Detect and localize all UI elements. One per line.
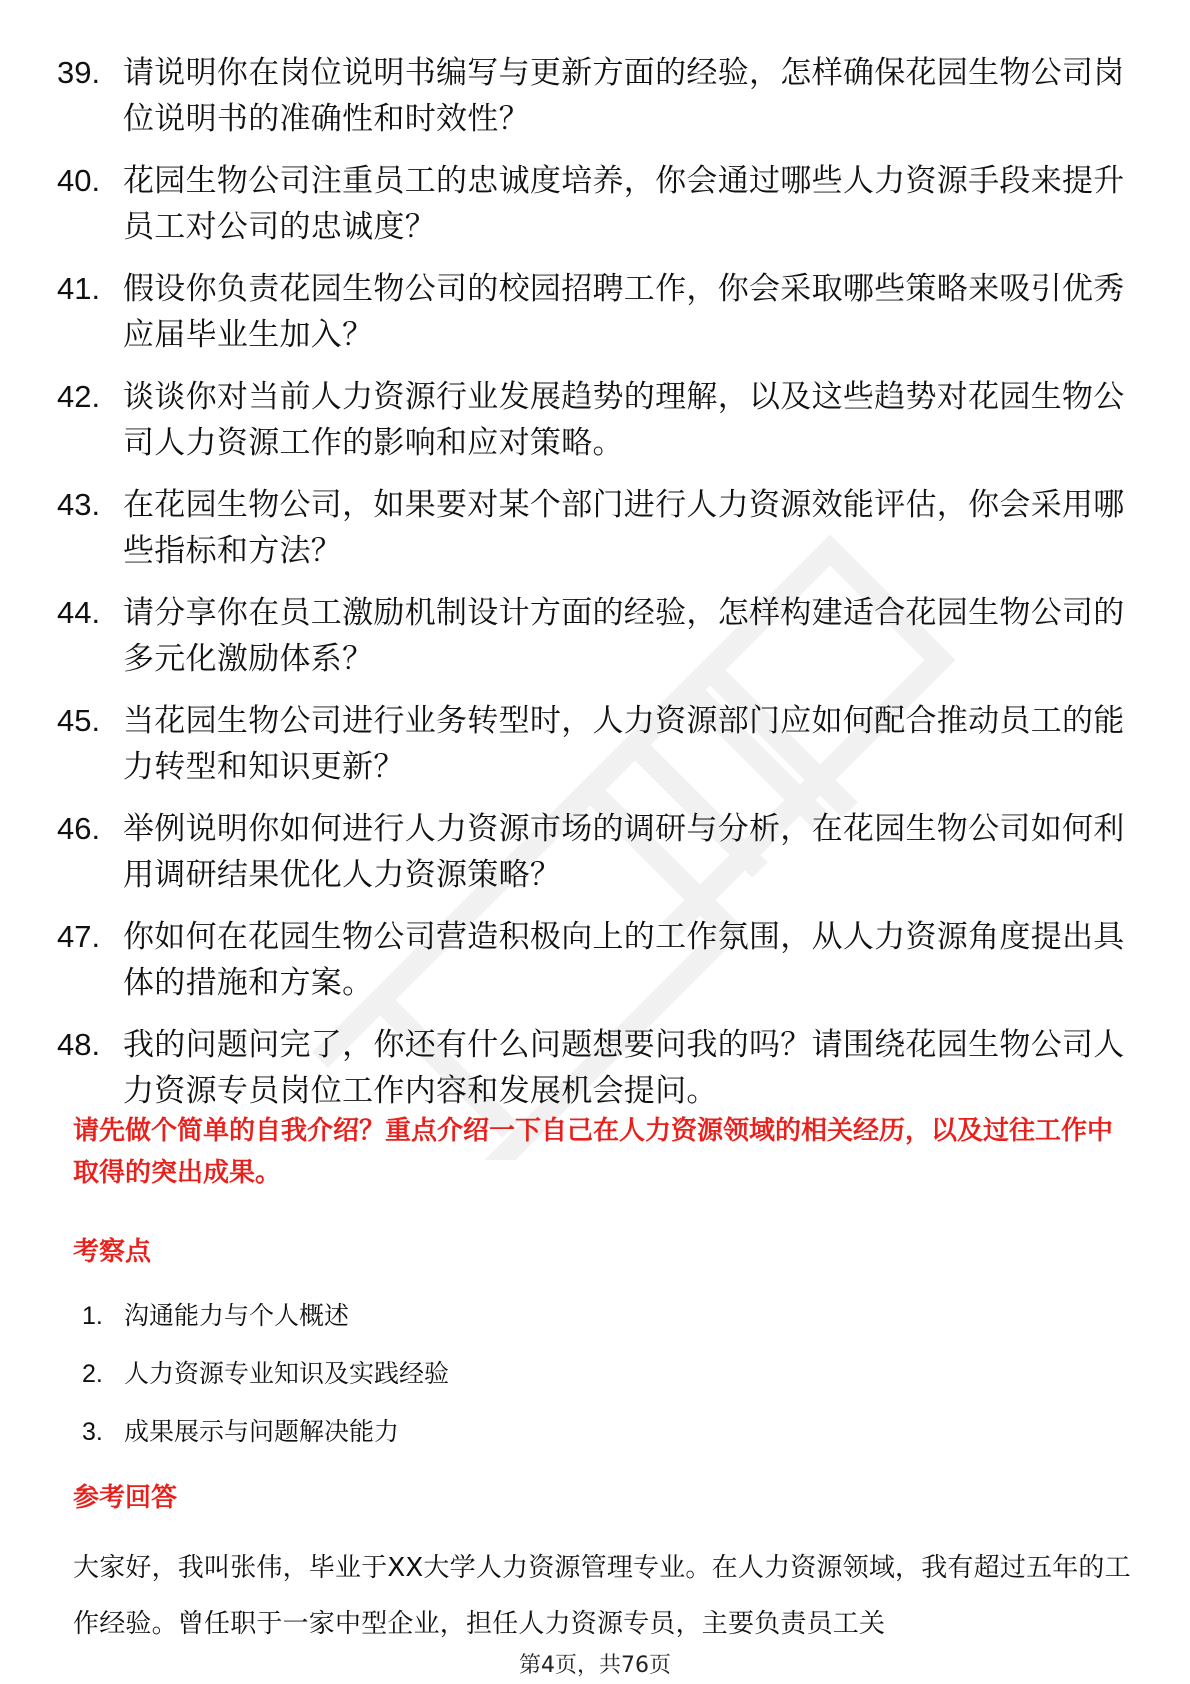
section-title-answer: 参考回答 — [73, 1483, 178, 1513]
list-item — [82, 1412, 982, 1470]
question-text: 在花园生物公司，如果要对某个部门进行人力资源效能评估，你会采用哪些指标和方法？ — [123, 487, 1125, 569]
question-list — [57, 50, 1127, 1130]
question-text: 我的问题问完了，你还有什么问题想要问我的吗？请围绕花园生物公司人力资源专员岗位工作内容和发展机会提问。 — [123, 1027, 1125, 1109]
highlight-question: 请先做个简单的自我介绍？重点介绍一下自己在人力资源领域的相关经历，以及过往工作中取得的突出成果。 — [73, 1116, 1114, 1188]
question-number: 46. — [57, 811, 101, 846]
question-number: 43. — [57, 487, 101, 522]
question-item-42 — [57, 374, 1127, 466]
question-text: 假设你负责花园生物公司的校园招聘工作，你会采取哪些策略来吸引优秀应届毕业生加入？ — [123, 271, 1125, 353]
question-text: 谈谈你对当前人力资源行业发展趋势的理解，以及这些趋势对花园生物公司人力资源工作的影响和应对策略。 — [123, 379, 1125, 461]
question-text: 请分享你在员工激励机制设计方面的经验，怎样构建适合花园生物公司的多元化激励体系？ — [123, 595, 1125, 677]
question-number: 44. — [57, 595, 101, 630]
question-item-39 — [57, 50, 1127, 142]
question-text: 花园生物公司注重员工的忠诚度培养，你会通过哪些人力资源手段来提升员工对公司的忠诚度？ — [123, 163, 1125, 245]
question-text: 你如何在花园生物公司营造积极向上的工作氛围，从人力资源角度提出具体的措施和方案。 — [123, 919, 1125, 1001]
point-number: 1. — [82, 1302, 103, 1330]
question-item-47 — [57, 914, 1127, 1006]
question-number: 39. — [57, 55, 101, 90]
question-text: 请说明你在岗位说明书编写与更新方面的经验，怎样确保花园生物公司岗位说明书的准确性和时效性？ — [123, 55, 1125, 137]
question-item-41 — [57, 266, 1127, 358]
question-number: 40. — [57, 163, 101, 198]
question-text: 当花园生物公司进行业务转型时，人力资源部门应如何配合推动员工的能力转型和知识更新？ — [123, 703, 1125, 785]
question-item-43 — [57, 482, 1127, 574]
point-number: 2. — [82, 1360, 103, 1388]
point-text: 人力资源专业知识及实践经验 — [124, 1359, 450, 1388]
question-item-46 — [57, 806, 1127, 898]
list-item — [82, 1296, 982, 1354]
question-item-40 — [57, 158, 1127, 250]
page-footer: 第4页，共76页 — [519, 1653, 671, 1678]
point-number: 3. — [82, 1418, 103, 1446]
question-item-44 — [57, 590, 1127, 682]
section-title-points: 考察点 — [73, 1237, 152, 1267]
question-item-45 — [57, 698, 1127, 790]
question-number: 47. — [57, 919, 101, 954]
question-number: 42. — [57, 379, 101, 414]
point-text: 沟通能力与个人概述 — [124, 1301, 350, 1330]
points-list — [82, 1296, 982, 1470]
question-number: 48. — [57, 1027, 101, 1062]
list-item — [82, 1354, 982, 1412]
question-number: 45. — [57, 703, 101, 738]
point-text: 成果展示与问题解决能力 — [124, 1417, 400, 1446]
answer-paragraph: 大家好，我叫张伟，毕业于XX大学人力资源管理专业。在人力资源领域，我有超过五年的工作经验。曾任职于一家中型企业，担任人力资源专员，主要负责员工关 — [73, 1553, 1131, 1639]
question-text: 举例说明你如何进行人力资源市场的调研与分析，在花园生物公司如何利用调研结果优化人力资源策略？ — [123, 811, 1125, 893]
question-number: 41. — [57, 271, 101, 306]
question-item-48 — [57, 1022, 1127, 1114]
